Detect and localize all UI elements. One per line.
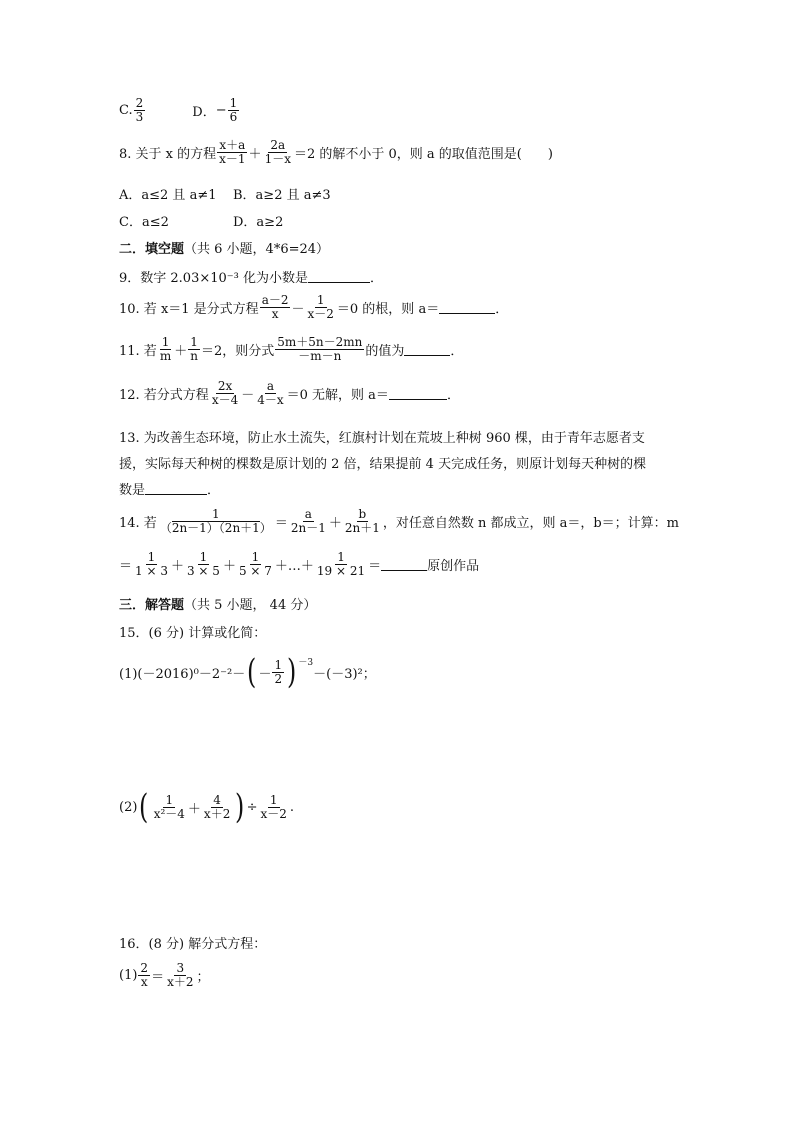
q15-p1-suffix: －(－3)²； bbox=[313, 666, 376, 682]
q15-p1-exponent: －3 bbox=[298, 658, 314, 668]
q15-p2-fraction-1: $\frac{1}{\text{x²－4}}$ bbox=[153, 792, 185, 821]
q7-option-d-label: D． bbox=[192, 104, 216, 120]
q12-fraction-2: $\frac{a}{4-x}$ bbox=[257, 379, 284, 407]
q8-options-cd bbox=[119, 211, 283, 230]
q12-suffix: ＝0 无解，则 a＝ bbox=[286, 387, 389, 403]
q8-prefix: 8. 关于 x 的方程 bbox=[119, 146, 217, 162]
q15-p1-prefix: (1)(－2016)⁰－2⁻²－ bbox=[119, 666, 246, 682]
q16-fraction-1: $\frac{2}{x}$ bbox=[140, 961, 149, 989]
q10-question: 10. 若 x＝1 是分式方程 $\frac{a-2}{x}$ － $\frac{1}{x-2}$ ＝0 的根，则 a＝ ． bbox=[119, 293, 509, 321]
q12-answer-blank bbox=[389, 387, 447, 400]
q8-suffix: ＝2 的解不小于 0，则 a 的取值范围是( ) bbox=[293, 146, 553, 162]
q8-option-d: D．a≥2 bbox=[233, 215, 284, 230]
q7-option-d-sign: − bbox=[215, 102, 227, 118]
q7-option-c-fraction: $\frac{2}{3}$ bbox=[135, 96, 144, 124]
q11-fraction-1: $\frac{1}{m}$ bbox=[159, 335, 172, 363]
q8-option-b: B．a≥2 且 a≠3 bbox=[233, 188, 331, 203]
q8-option-a: A．a≤2 且 a≠1 bbox=[119, 188, 217, 203]
q14-term-2: $\frac{1}{3 \times 5}$ bbox=[186, 550, 220, 578]
q9-text: 9．数字 2.03×10⁻³ 化为小数是 bbox=[119, 271, 308, 286]
q15-p2-fraction-2: $\frac{4}{x+2}$ bbox=[203, 792, 231, 821]
q11-fraction-2: $\frac{1}{n}$ bbox=[190, 335, 198, 363]
q8-question: 8. 关于 x 的方程 $\frac{x+a}{x-1}$ ＋ $\frac{2a}{1-x}$ ＝2 的解不小于 0，则 a 的取值范围是( ) bbox=[119, 138, 553, 166]
section-2-title: 二．填空题 bbox=[119, 242, 185, 257]
q16-fraction-2: $\frac{3}{x+2}$ bbox=[167, 961, 194, 989]
section-2-info: （共 6 小题，4*6=24） bbox=[184, 242, 330, 257]
q14-answer-blank bbox=[381, 558, 427, 571]
q11-answer-blank bbox=[404, 343, 450, 356]
section-3-info: （共 5 小题， 44 分） bbox=[184, 598, 317, 613]
q15-p2-fraction-3: $\frac{1}{x-2}$ bbox=[260, 792, 287, 821]
q11-question: 11. 若 $\frac{1}{m}$ ＋ $\frac{1}{n}$ ＝2，则分式 $\frac{5m+5n-2mn}{-m-n}$ 的值为 ． bbox=[119, 335, 464, 363]
q11-mid: ＝2，则分式 bbox=[200, 343, 275, 359]
q12-question: 12. 若分式方程 $\frac{2x}{x-4}$ － $\frac{a}{4-x}$ ＝0 无解，则 a＝ ． bbox=[119, 379, 460, 407]
q11-prefix: 11. 若 bbox=[119, 343, 157, 359]
q15-right-paren: ) bbox=[287, 652, 297, 692]
q8-fraction-1: $\frac{x+a}{x-1}$ bbox=[219, 138, 246, 166]
section-2-heading bbox=[119, 238, 329, 257]
q7-options-line bbox=[119, 97, 240, 123]
q16-header: 16．(8 分) 解分式方程： bbox=[119, 937, 267, 952]
q13-line-3: 数是 ． bbox=[119, 483, 221, 498]
q14-line-2: ＝ $\frac{1}{1 \times 3}$ ＋ $\frac{1}{3 \times 5}$ ＋ $\frac{1}{5 \times 7}$ ＋…＋ $\frac{1}{19 \times 21}$ ＝ 原创作品 bbox=[119, 550, 480, 578]
q13-answer-blank bbox=[145, 482, 207, 495]
q14-term-4: $\frac{1}{19 \times 21}$ bbox=[316, 550, 366, 578]
q13-line-2: 援，实际每天种树的棵数是原计划的 2 倍，结果提前 4 天完成任务，则原计划每天种树的棵 bbox=[119, 457, 647, 472]
q14-suffix: ，对任意自然数 n 都成立，则 a＝，b＝；计算：m bbox=[382, 515, 680, 531]
q15-part-2: (2) ( $\frac{1}{\text{x²－4}}$ ＋ $\frac{4}{x+2}$ ) ÷ $\frac{1}{x-2}$ . bbox=[119, 787, 295, 827]
q14-fraction-lhs: $\frac{1}{(2n-1)(2n+1)}$ bbox=[159, 507, 272, 535]
q8-options-ab bbox=[119, 184, 331, 203]
q14-term-3: $\frac{1}{5 \times 7}$ bbox=[238, 550, 272, 578]
q14-fraction-b: $\frac{b}{2n+1}$ bbox=[344, 507, 380, 535]
q8-option-c: C．a≤2 bbox=[119, 215, 169, 230]
q10-fraction-2: $\frac{1}{x-2}$ bbox=[307, 293, 334, 321]
q15-p1-fraction: $\frac{1}{2}$ bbox=[274, 657, 283, 686]
q14-tail: 原创作品 bbox=[427, 558, 480, 574]
q15-left-paren: ( bbox=[247, 652, 257, 692]
q10-suffix: ＝0 的根，则 a＝ bbox=[336, 301, 440, 317]
section-3-heading bbox=[119, 594, 316, 613]
q11-suffix: 的值为 bbox=[365, 343, 405, 359]
q16-part-1: (1) $\frac{2}{x}$ ＝ $\frac{3}{x+2}$ ； bbox=[119, 961, 210, 989]
q14-prefix: 14. 若 bbox=[119, 515, 157, 531]
q11-fraction-3: $\frac{5m+5n-2mn}{-m-n}$ bbox=[277, 335, 363, 363]
q15-header: 15．(6 分) 计算或化简： bbox=[119, 626, 267, 641]
q14-fraction-a: $\frac{a}{2n-1}$ bbox=[290, 507, 326, 535]
q15-part-1: (1)(－2016)⁰－2⁻²－ ( － $\frac{1}{2}$ ) －3 －(－3)²； bbox=[119, 652, 376, 692]
q14-term-1: $\frac{1}{1 \times 3}$ bbox=[135, 550, 168, 578]
q9-answer-blank bbox=[308, 270, 370, 283]
q10-fraction-1: $\frac{a-2}{x}$ bbox=[261, 293, 289, 321]
q14-line-1: 14. 若 $\frac{1}{(2n-1)(2n+1)}$ ＝ $\frac{a}{2n-1}$ ＋ $\frac{b}{2n+1}$ ，对任意自然数 n 都成立，则 a＝，b＝；计算：m bbox=[119, 507, 680, 535]
q9-question: 9．数字 2.03×10⁻³ 化为小数是 ． bbox=[119, 267, 383, 286]
q10-answer-blank bbox=[439, 301, 495, 314]
q7-option-d-fraction: $\frac{1}{6}$ bbox=[229, 96, 238, 124]
section-3-title: 三．解答题 bbox=[119, 598, 185, 613]
q12-prefix: 12. 若分式方程 bbox=[119, 387, 209, 403]
q8-fraction-2: $\frac{2a}{1-x}$ bbox=[264, 138, 291, 166]
q13-line-1: 13. 为改善生态环境，防止水土流失，红旗村计划在荒坡上种树 960 棵，由于青年志愿者支 bbox=[119, 431, 645, 446]
q12-fraction-1: $\frac{2x}{x-4}$ bbox=[211, 379, 239, 407]
q7-option-c-label: C. bbox=[119, 102, 133, 118]
q10-prefix: 10. 若 x＝1 是分式方程 bbox=[119, 301, 259, 317]
